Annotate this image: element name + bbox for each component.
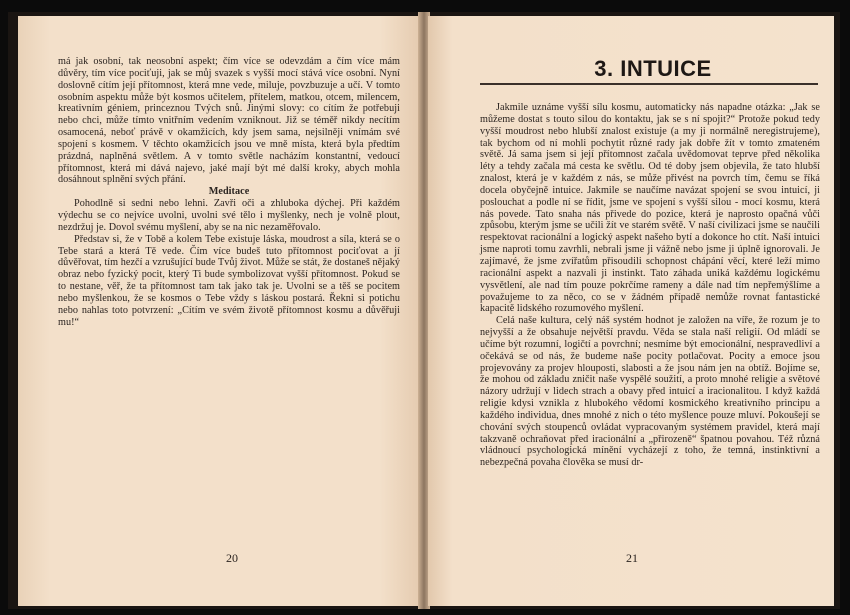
left-paragraph-1: má jak osobní, tak neosobní aspekt; čím více se odevzdám a čím více mám důvěry, tím více pociťuji, jak se můj svazek s vyšší mocí stává více osobní. Nyní doslovně cítím její přítomnost, která mne vede, miluje, povzbuzuje a učí. V tomto osobním aspektu může být kosmos učitelem, přítelem, matkou, otcem, milencem, kreativním géniem, princeznou Tvých snů. Jinými slovy: co cítím že potřebuji nebo chci, může tímto vnitřním vedením vzniknout. Již se téměř nikdy necítím osamocená, neboť právě v okamžicích, kdy jsem sama, nejsilněji vnímám své spojení s kosmem. V těchto okamžicích jsou ve mně místa, která byla předtím prázdná, naplněná světlem. A v tomto světle nacházím konstantní, vedoucí přítomnost, která mi dává najevo, jaké mají být mé další kroky, abych mohla dosáhnout splnění svých přání. [58,56,400,186]
right-page-number: 21 [626,551,638,565]
right-page [428,16,834,606]
title-rule [480,83,818,85]
meditation-paragraph-1: Pohodlně si sedni nebo lehni. Zavři oči a zhluboka dýchej. Při každém výdechu se co nejvíce uvolni, uvolni své tělo i myšlenky, nech je volně plout, nezdržuj je. Dovol svému myšlení, aby se na nic nezaměřovalo. [58,198,400,233]
meditation-subheading: Meditace [208,186,250,198]
meditation-paragraph-2: Představ si, že v Tobě a kolem Tebe existuje láska, moudrost a síla, která se o Tebe stará a která Tě vede. Čím více budeš tuto přítomnost pociťovat a jí důvěřovat, tím hezčí a vzrušující bude Tvůj život. Může se stát, že dostaneš nějaký obraz nebo fyzický pocit, který Ti bude symbolizovat vyšší přítomnost. Pokud se to nestane, věř, že ta přítomnost tam tak jako tak je. Uvolni se a těš se pocitem nebo myšlenkou, že se kosmos o Tebe vždy s láskou postará. Řekni si potichu nebo nahlas toto potvrzení: „Cítím ve svém životě přítomnost kosmu a důvěřuji mu!“ [58,233,400,328]
open-book [8,12,840,609]
left-page-number: 20 [226,551,238,565]
left-page-text [58,56,400,328]
left-page [18,16,420,606]
right-page-text [480,102,820,469]
right-paragraph-1: Jakmile uznáme vyšší sílu kosmu, automaticky nás napadne otázka: „Jak se můžeme dostat s touto silou do kontaktu, jak se s ní spojit?“ Protože pokud tedy vyšší moudrost nebo hlubší znalost existuje (a my ji normálně neregistrujeme), tak bychom od ní mohli pochytit různé rady jak dobře žít v tomto zmateném světě. Já sama jsem si její přítomnost začala uvědomovat teprve před několika léty a tehdy začala má cesta ke světlu. Od té doby jsem objevila, že tato hlubší znalost, která je v každém z nás, se může přivést na povrch tím, čemu se říká docela obyčejně intuice. Jakmile se naučíme navázat spojení se svou intuicí, ji poslouchat a podle ní se řídit, jsme ve spojení s vyšší silou - mocí kosmu, která nás povede. Tato snaha nás přivede do pozice, která je naprosto opačná vůči způsobu, kterým jsme se učili žít ve starém světě. V naší civilizaci jsme se naučili respektovat racionální a logický aspekt našeho bytí a dokonce ho ctít. Naší intuici jsme naproti tomu zavrhli, nebrali jsme ji vážně nebo jsme ji úplně ignorovali. Je zajímavé, že jsme zvířatům přisoudili schopnost chápání věcí, které leží mimo racionální aspekt a nazvali ji instinkt. Tato záhada uniká každému logickému vysvětlení, ale nad tím pouze pokrčíme rameny a dále nad tím nepřemýšlíme a považujeme to za něco, co se v žádném případě nemůže rovnat fantastické kapacitě lidského rozumového myšlení. [480,102,820,315]
chapter-title: 3. INTUICE [594,56,712,81]
right-paragraph-2: Celá naše kultura, celý náš systém hodnot je založen na víře, že rozum je to nejvyšší a že obsahuje největší pravdu. Věda se stala naší religií. Od mládí se učíme být rozumní, logičtí a povrchní; nesmíme být emocionální, nespravedliví a očekává se od nás, že budeme naše pocity potlačovat. Pocity a emoce jsou projevovány za projev hlouposti, slabosti a že jsou nám jen na obtíž. Bojíme se, že mohou od základu zničit naše vyspělé soužití, a proto mnohé religie a světové názory udržují v lidech strach a obavy před intuicí a iracionalitou. I když každá religie kdysi vznikla z hlubokého vědomí kosmického kreativního principu a každého individua, dnes mnohé z nich o této myšlence pouze mluví. Pokoušejí se chování svých stoupenců ovládat vypracovaným systémem pravidel, která mají takzvaně ochraňovat před iracionální a „přirozeně“ špatnou povahou. Též různá vládnoucí psychologická mínění vycházejí z toho, že temná, instinktivní a nebezpečná povaha člověka se musí dr- [480,315,820,469]
